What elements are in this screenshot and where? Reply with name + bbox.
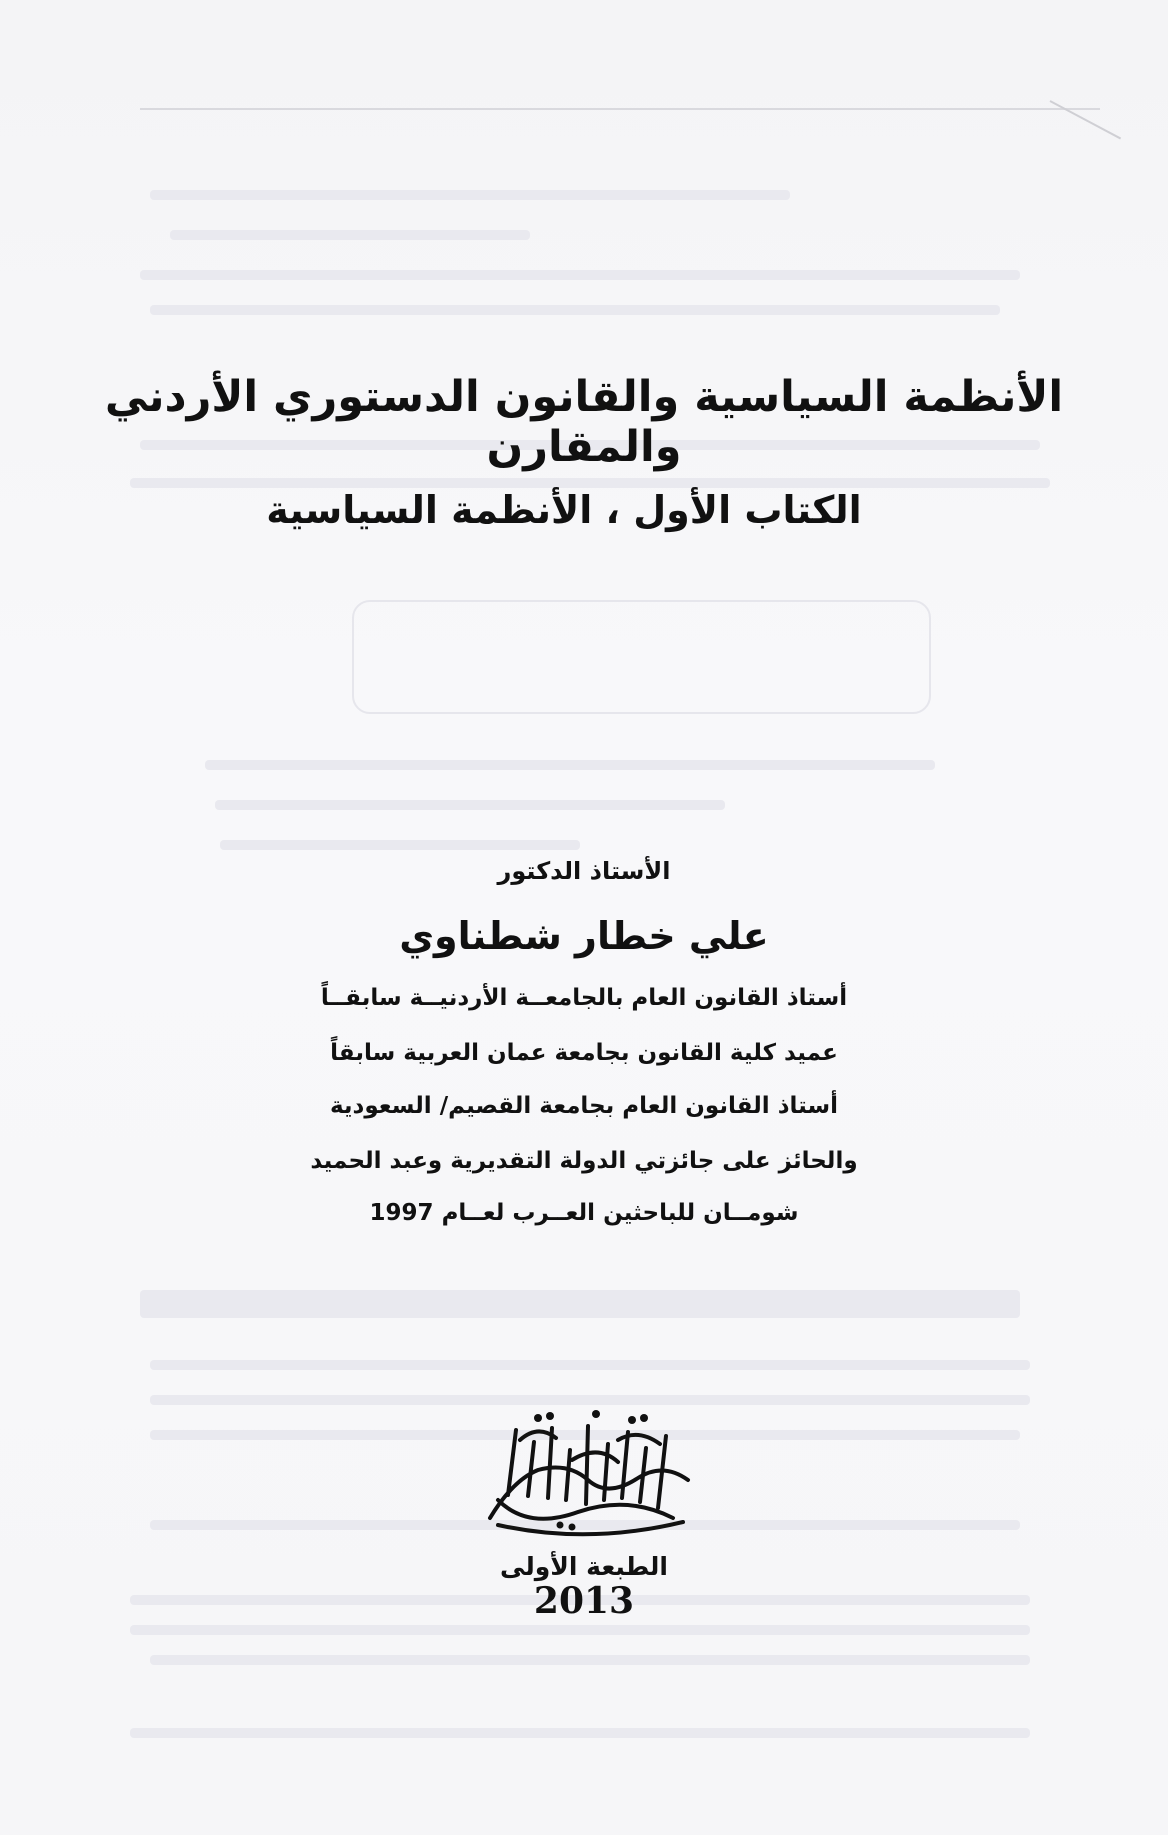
show-through-line <box>170 230 530 240</box>
publication-year: 2013 <box>533 1580 635 1622</box>
author-title-label: الأستاذ الدكتور <box>497 857 671 885</box>
page-edge-line <box>140 108 1100 110</box>
show-through-line <box>205 760 935 770</box>
show-through-box <box>352 600 931 714</box>
show-through-line <box>140 270 1020 280</box>
publisher-logo <box>468 1400 708 1540</box>
show-through-line <box>130 1625 1030 1635</box>
author-credential: والحائز على جائزتي الدولة التقديرية وعبد الحميد <box>310 1148 858 1174</box>
show-through-line <box>150 190 790 200</box>
edition-label: الطبعة الأولى <box>500 1552 668 1581</box>
show-through-line <box>220 840 580 850</box>
show-through-line <box>140 1290 1020 1318</box>
paper-crease <box>1050 100 1122 139</box>
show-through-line <box>150 305 1000 315</box>
show-through-line <box>150 1360 1030 1370</box>
show-through-line <box>130 478 1050 488</box>
show-through-line <box>150 1655 1030 1665</box>
author-credential: شومــان للباحثين العــرب لعــام 1997 <box>369 1200 799 1226</box>
book-title: الأنظمة السياسية والقانون الدستوري الأردني والمقارن <box>104 372 1064 472</box>
author-name: علي خطار شطناوي <box>399 914 769 958</box>
author-credential: أستاذ القانون العام بجامعة القصيم/ السعودية <box>329 1093 839 1119</box>
author-credential: عميد كلية القانون بجامعة عمان العربية سابقاً <box>330 1040 838 1066</box>
show-through-line <box>130 1728 1030 1738</box>
author-credential: أستاذ القانون العام بالجامعــة الأردنيــة سابقــاً <box>320 985 848 1011</box>
show-through-line <box>215 800 725 810</box>
book-subtitle: الكتاب الأول ، الأنظمة السياسية <box>266 488 862 532</box>
